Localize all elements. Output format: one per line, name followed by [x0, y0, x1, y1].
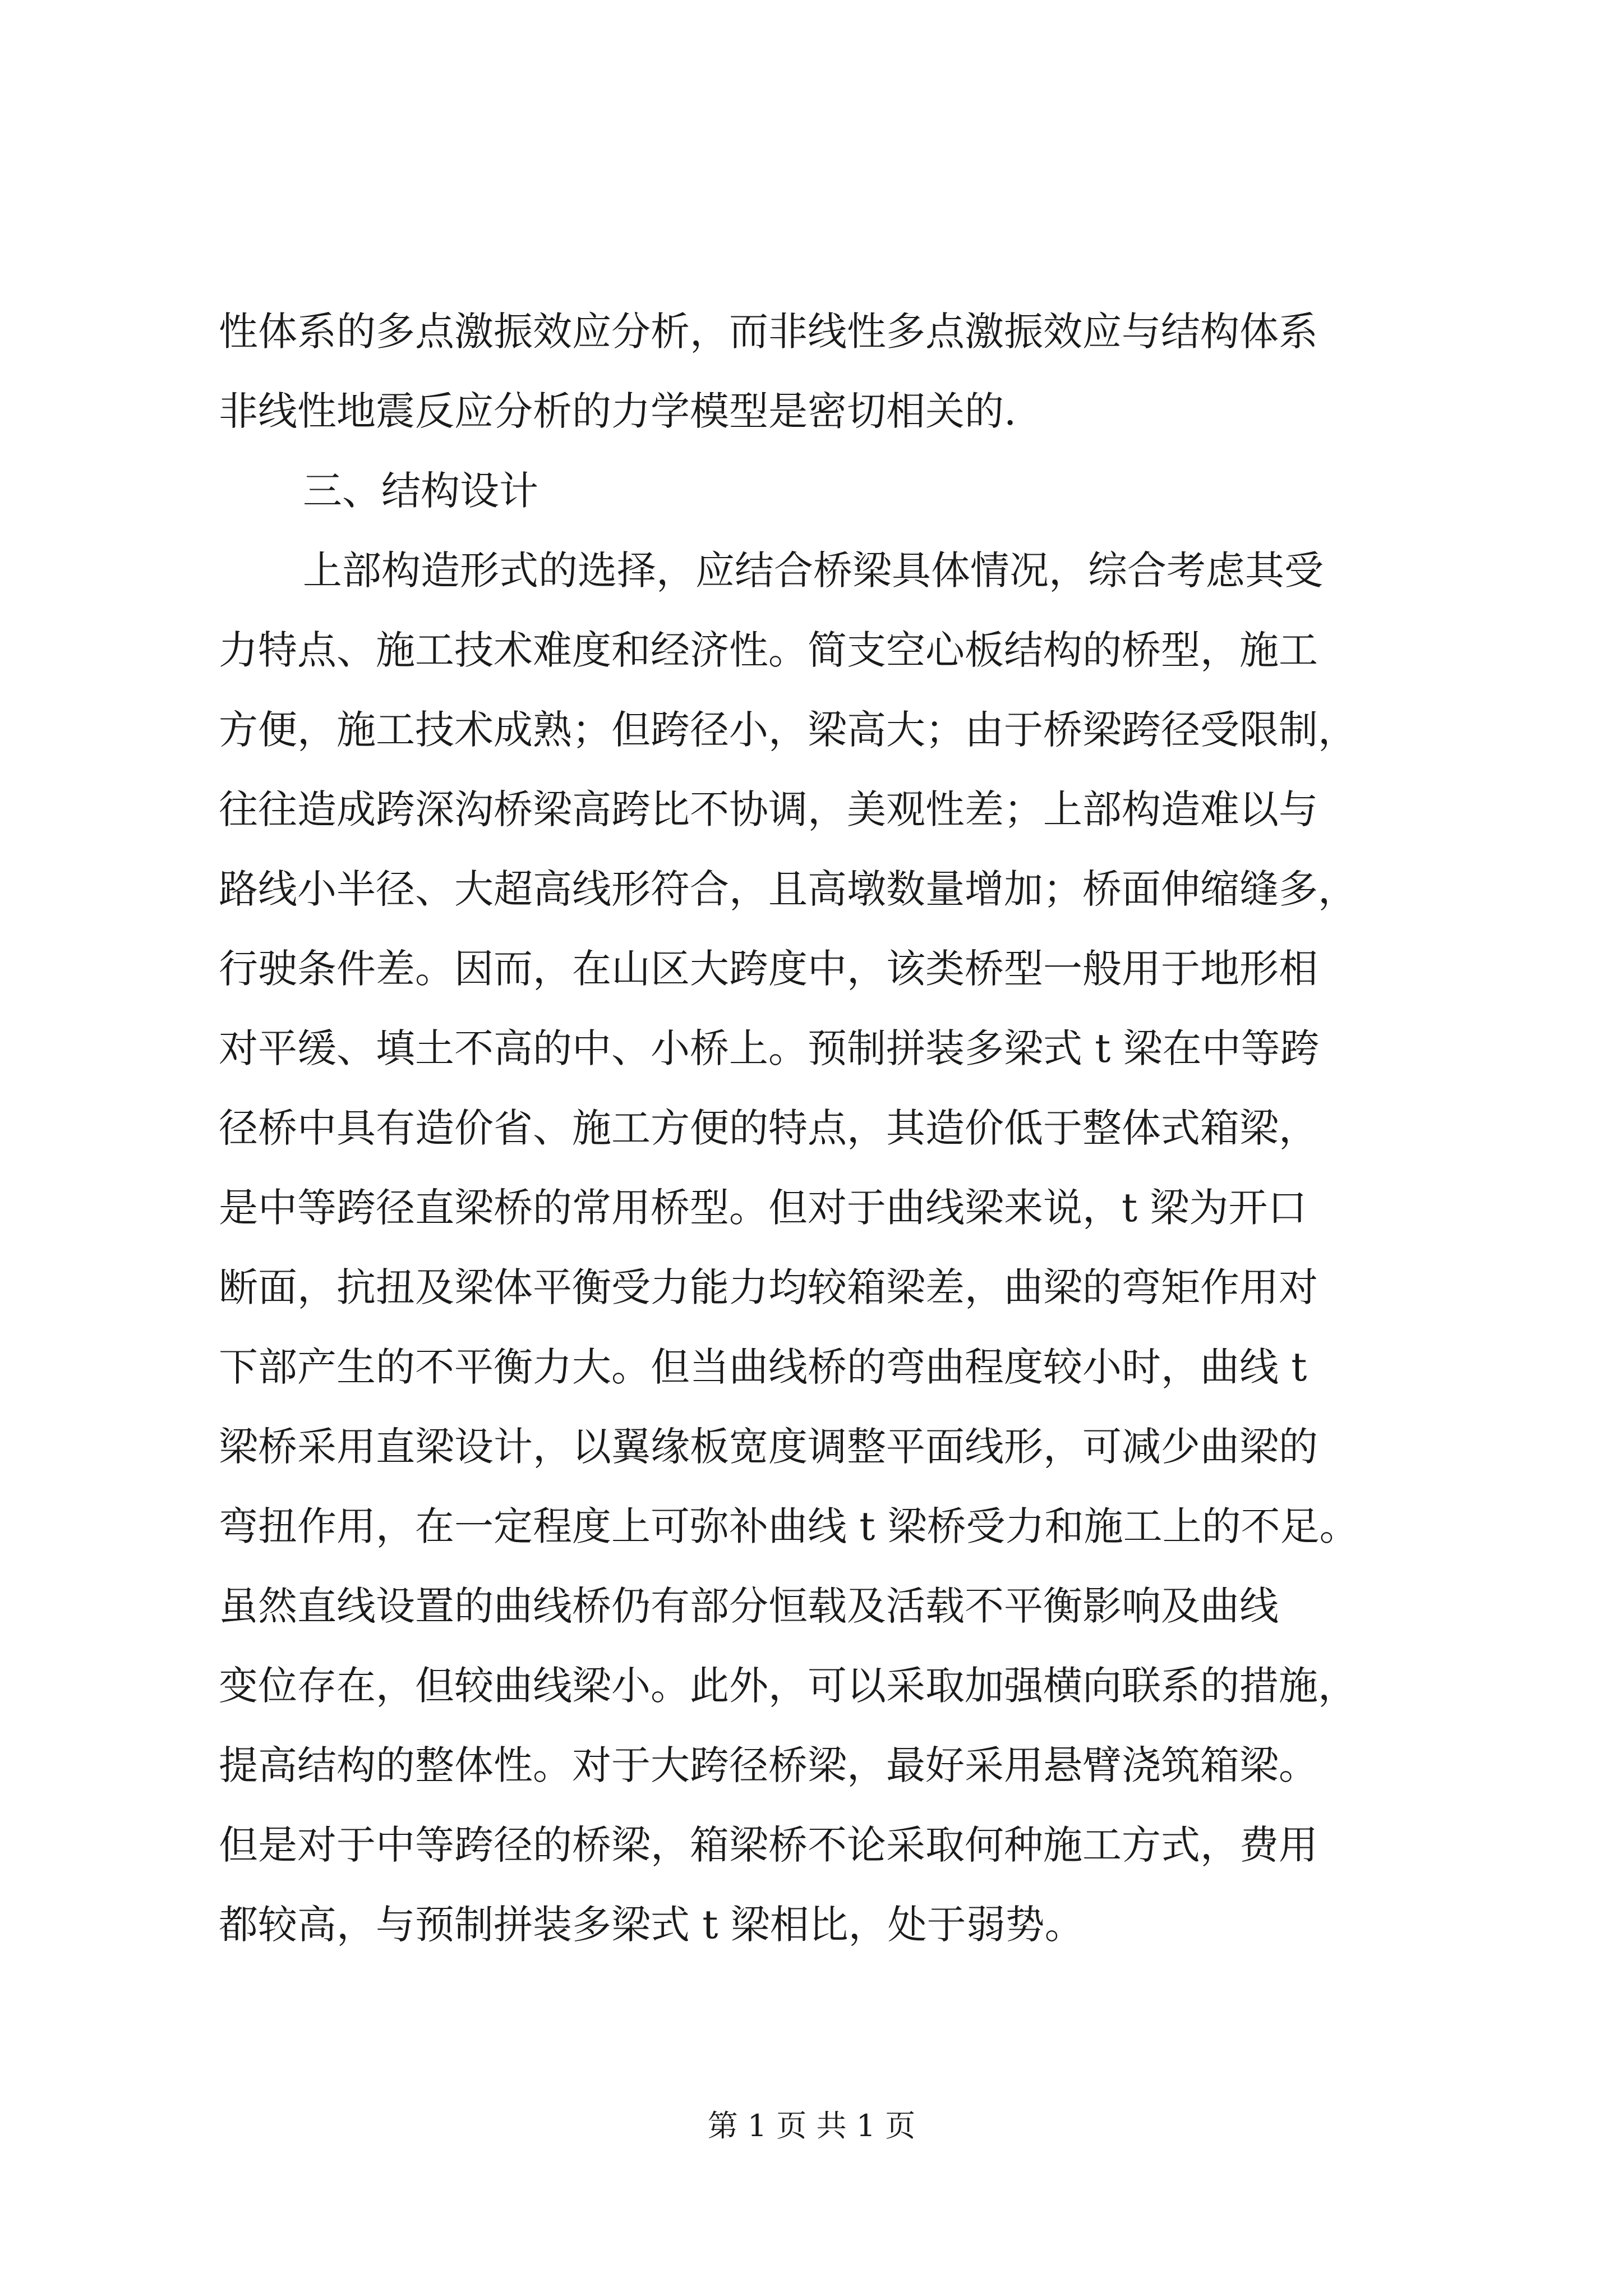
text-line: 对平缓、填土不高的中、小桥上。预制拼装多梁式 t 梁在中等跨 — [219, 1025, 1320, 1071]
text-line: 提高结构的整体性。对于大跨径桥梁，最好采用悬臂浇筑箱梁。 — [219, 1742, 1318, 1788]
text-line: 变位存在，但较曲线梁小。此外，可以采取加强横向联系的措施， — [219, 1663, 1357, 1709]
text-line: 非线性地震反应分析的力学模型是密切相关的. — [219, 388, 1017, 434]
text-line: 往往造成跨深沟桥梁高跨比不协调，美观性差；上部构造难以与 — [219, 786, 1318, 832]
text-line: 梁桥采用直梁设计，以翼缘板宽度调整平面线形，可减少曲梁的 — [219, 1424, 1318, 1470]
text-line: 弯扭作用，在一定程度上可弥补曲线 t 梁桥受力和施工上的不足。 — [219, 1503, 1359, 1549]
text-line: 是中等跨径直梁桥的常用桥型。但对于曲线梁来说，t 梁为开口 — [219, 1185, 1307, 1231]
section-heading: 三、结构设计 — [303, 468, 538, 514]
page-footer: 第 1 页 共 1 页 — [707, 2108, 916, 2143]
text-line: 方便，施工技术成熟；但跨径小，梁高大；由于桥梁跨径受限制， — [219, 707, 1357, 753]
text-line: 力特点、施工技术难度和经济性。简支空心板结构的桥型，施工 — [219, 627, 1318, 673]
text-line: 上部构造形式的选择，应结合桥梁具体情况，综合考虑其受 — [303, 547, 1324, 593]
text-line: 行驶条件差。因而，在山区大跨度中，该类桥型一般用于地形相 — [219, 946, 1318, 992]
text-line: 断面，抗扭及梁体平衡受力能力均较箱梁差，曲梁的弯矩作用对 — [219, 1264, 1318, 1310]
text-line: 都较高，与预制拼装多梁式 t 梁相比，处于弱势。 — [219, 1902, 1084, 1948]
text-line: 路线小半径、大超高线形符合，且高墩数量增加；桥面伸缩缝多， — [219, 866, 1357, 912]
text-line: 性体系的多点激振效应分析，而非线性多点激振效应与结构体系 — [219, 309, 1318, 355]
text-line: 但是对于中等跨径的桥梁，箱梁桥不论采取何种施工方式，费用 — [219, 1822, 1318, 1868]
text-line: 下部产生的不平衡力大。但当曲线桥的弯曲程度较小时，曲线 t — [219, 1344, 1307, 1390]
text-line: 径桥中具有造价省、施工方便的特点，其造价低于整体式箱梁， — [219, 1105, 1318, 1151]
text-line: 虽然直线设置的曲线桥仍有部分恒载及活载不平衡影响及曲线 — [219, 1583, 1279, 1629]
body-text — [219, 292, 1430, 1964]
